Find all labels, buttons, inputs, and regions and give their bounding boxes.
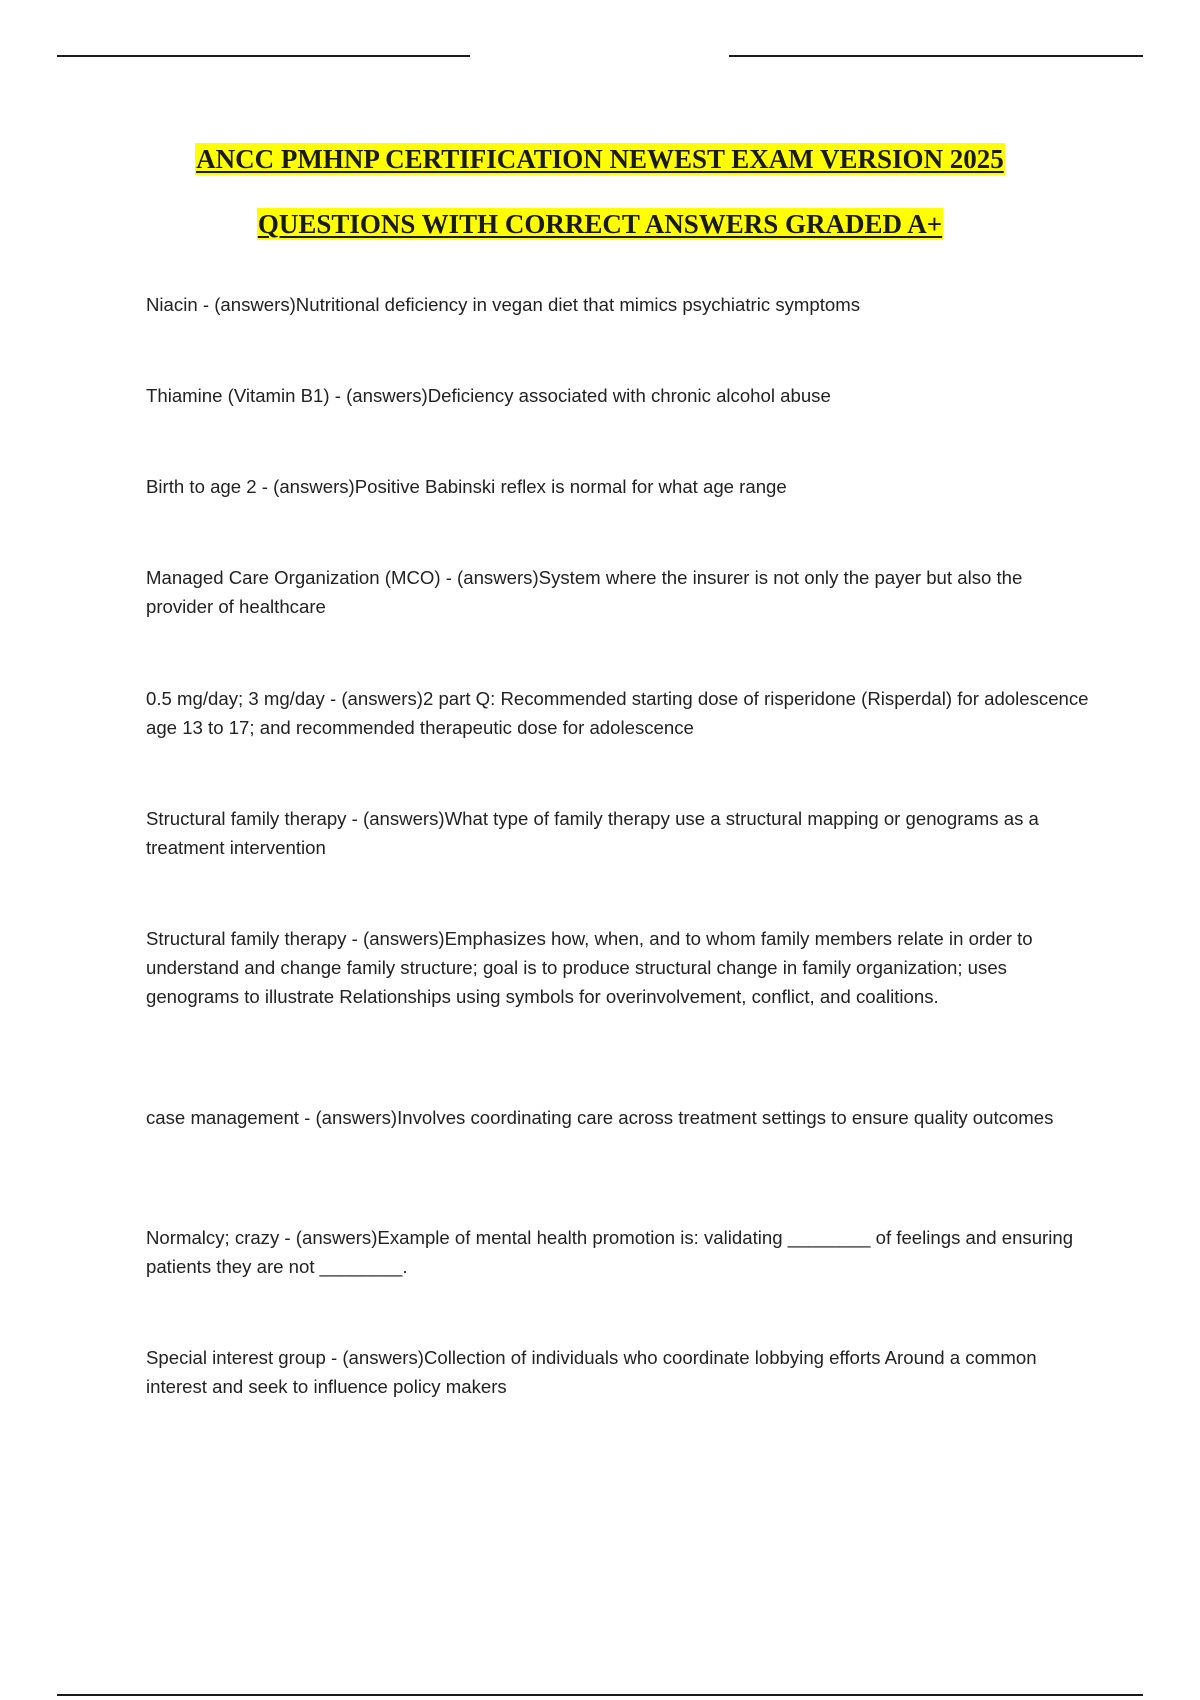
qa-item: Managed Care Organization (MCO) - (answers)System where the insurer is not only the payer but also the provider of healthcare (146, 567, 1023, 617)
qa-item: Structural family therapy - (answers)What type of family therapy use a structural mapping or genograms as a treatment intervention (146, 808, 1039, 858)
qa-item: Birth to age 2 - (answers)Positive Babinski reflex is normal for what age range (146, 476, 787, 497)
qa-item: Normalcy; crazy - (answers)Example of mental health promotion is: validating ________ of feelings and ensuring patients they are not ________. (146, 1227, 1074, 1277)
qa-item: Niacin - (answers)Nutritional deficiency in vegan diet that mimics psychiatric symptoms (146, 294, 861, 315)
qa-item: 0.5 mg/day; 3 mg/day - (answers)2 part Q: Recommended starting dose of risperidone (Risperdal) for adolescence age 13 to 17; and recommended therapeutic dose for adolescence (146, 688, 1089, 738)
footer-rule (57, 1694, 1143, 1696)
header-rule-right (729, 55, 1143, 57)
document-title (0, 143, 1200, 240)
qa-item: Special interest group - (answers)Collection of individuals who coordinate lobbying efforts Around a common interest and seek to influence policy makers (146, 1347, 1037, 1397)
qa-item: case management - (answers)Involves coordinating care across treatment settings to ensure quality outcomes (146, 1107, 1054, 1128)
title-line-1: ANCC PMHNP CERTIFICATION NEWEST EXAM VERSION 2025 (196, 144, 1004, 174)
title-line-2: QUESTIONS WITH CORRECT ANSWERS GRADED A+ (257, 209, 943, 239)
header-rule-left (57, 55, 470, 57)
qa-item: Structural family therapy - (answers)Emphasizes how, when, and to whom family members relate in order to understand and change family structure; goal is to produce structural change in family organization; uses genograms to illustrate Relationships using symbols for overinvolvement, conflict, and coalitions. (146, 928, 1033, 1007)
qa-item: Thiamine (Vitamin B1) - (answers)Deficiency associated with chronic alcohol abuse (146, 385, 831, 406)
